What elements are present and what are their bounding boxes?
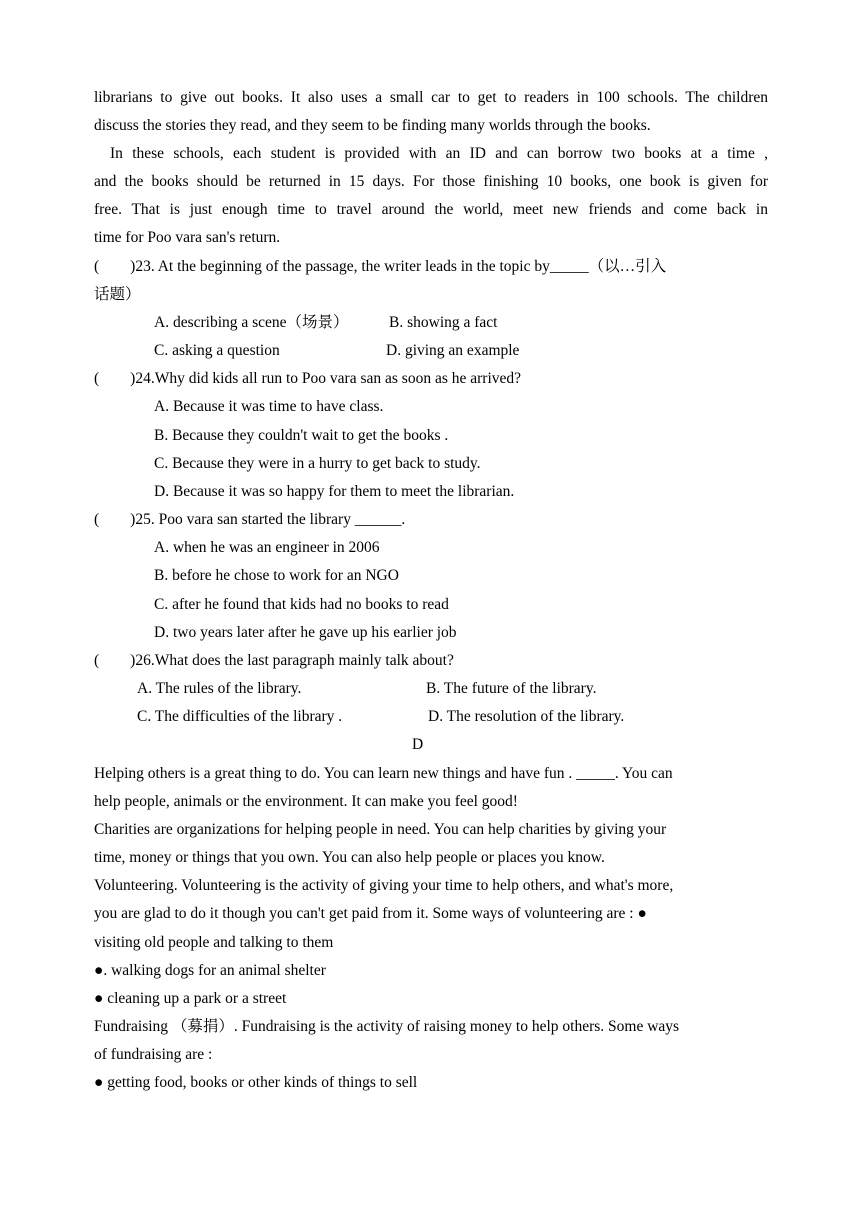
question-25-option-c: C. after he found that kids had no books to read: [154, 596, 449, 613]
passage-c-line: discuss the stories they read, and they seem to be finding many worlds through the books.: [94, 117, 651, 134]
question-23-option-a: A. describing a scene（场景）: [154, 314, 349, 331]
question-25-option-a: A. when he was an engineer in 2006: [154, 539, 380, 556]
bullet-item: ● cleaning up a park or a street: [94, 990, 287, 1007]
passage-d-line: you are glad to do it though you can't get paid from it. Some ways of volunteering are : ●: [94, 905, 647, 922]
question-23-stem: ( )23. At the beginning of the passage, the writer leads in the topic by_____（以…引入: [94, 258, 667, 275]
question-23-option-b: B. showing a fact: [389, 314, 498, 331]
question-25-option-d: D. two years later after he gave up his earlier job: [154, 624, 457, 641]
question-23-option-d: D. giving an example: [386, 342, 520, 359]
passage-c-line: In these schools, each student is provided with an ID and can borrow two books at a time ,: [110, 145, 768, 162]
passage-c-line: time for Poo vara san's return.: [94, 229, 281, 246]
question-23-stem-cont: 话题）: [94, 286, 141, 303]
question-24-option-d: D. Because it was so happy for them to meet the librarian.: [154, 483, 515, 500]
passage-d-heading: D: [412, 736, 424, 753]
passage-d-line: Volunteering. Volunteering is the activity of giving your time to help others, and what's more,: [94, 877, 674, 894]
passage-c-line: librarians to give out books. It also uses a small car to get to readers in 100 schools. The children: [94, 89, 768, 106]
passage-d-line: Fundraising （募捐）. Fundraising is the activity of raising money to help others. Some ways: [94, 1018, 680, 1035]
question-26-option-c: C. The difficulties of the library .: [137, 708, 343, 725]
question-24-option-a: A. Because it was time to have class.: [154, 398, 384, 415]
passage-d-line: Charities are organizations for helping people in need. You can help charities by giving your: [94, 821, 667, 838]
question-24-stem: ( )24.Why did kids all run to Poo vara san as soon as he arrived?: [94, 370, 522, 387]
question-26-option-b: B. The future of the library.: [426, 680, 597, 697]
bullet-item: ● getting food, books or other kinds of things to sell: [94, 1074, 418, 1091]
question-23-option-c: C. asking a question: [154, 342, 280, 359]
passage-d-line: Helping others is a great thing to do. You can learn new things and have fun . _____. You can: [94, 765, 673, 782]
question-24-option-c: C. Because they were in a hurry to get back to study.: [154, 455, 481, 472]
question-26-stem: ( )26.What does the last paragraph mainly talk about?: [94, 652, 454, 669]
question-26-option-a: A. The rules of the library.: [137, 680, 302, 697]
passage-d-line: time, money or things that you own. You can also help people or places you know.: [94, 849, 605, 866]
question-24-option-b: B. Because they couldn't wait to get the books .: [154, 427, 449, 444]
bullet-item: ●. walking dogs for an animal shelter: [94, 962, 326, 979]
passage-c-line: free. That is just enough time to travel around the world, meet new friends and come back in: [94, 201, 768, 218]
passage-d-line: of fundraising are :: [94, 1046, 213, 1063]
question-25-stem: ( )25. Poo vara san started the library ______.: [94, 511, 406, 528]
passage-d-line: help people, animals or the environment. It can make you feel good!: [94, 793, 518, 810]
question-26-option-d: D. The resolution of the library.: [428, 708, 625, 725]
passage-c-line: and the books should be returned in 15 days. For those finishing 10 books, one book is given for: [94, 173, 768, 190]
passage-d-line: visiting old people and talking to them: [94, 934, 334, 951]
question-25-option-b: B. before he chose to work for an NGO: [154, 567, 399, 584]
